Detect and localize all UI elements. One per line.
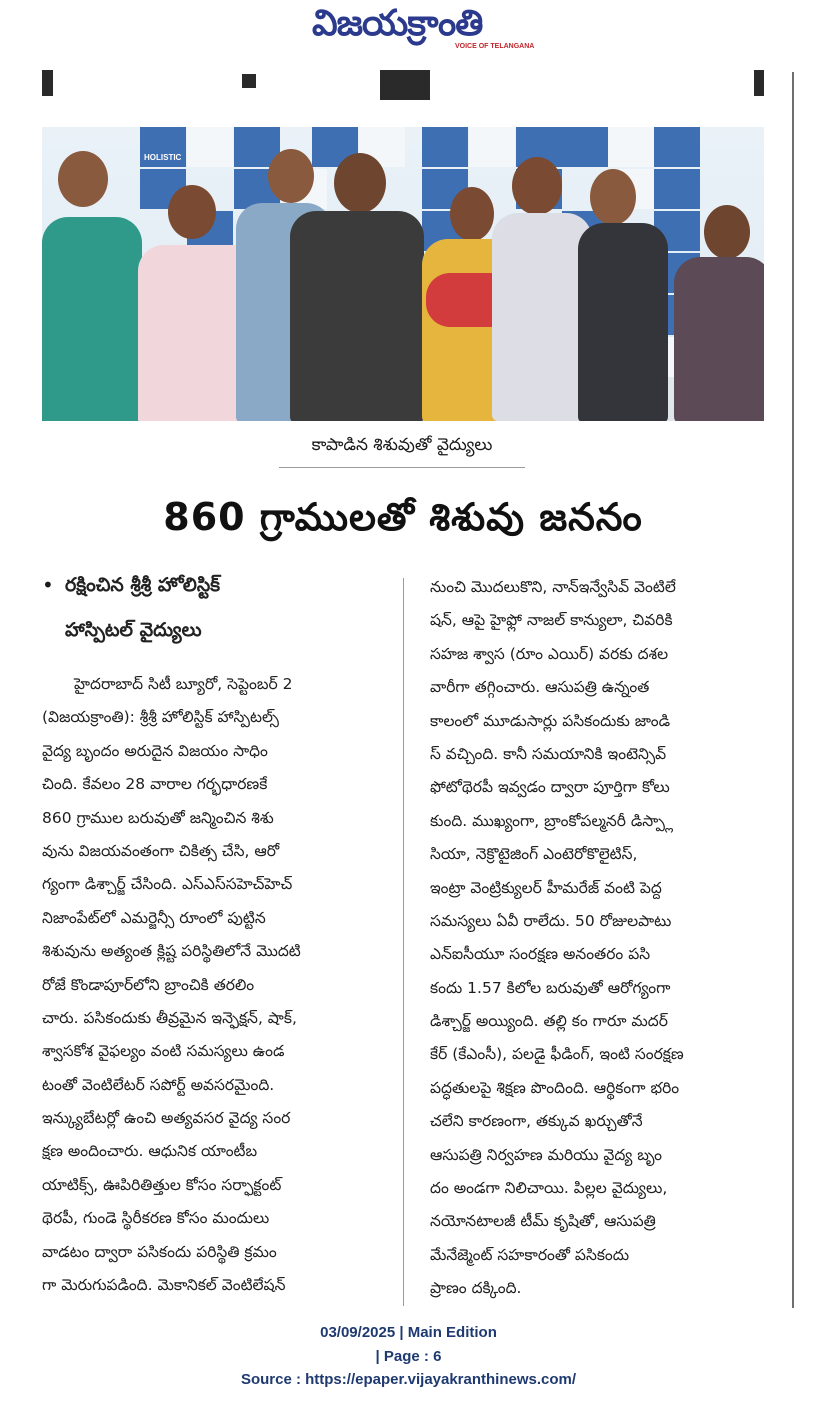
newspaper-logo: విజయక్రాంతి — [312, 2, 483, 44]
text-line: యాటిక్స్, ఊపిరితిత్తుల కోసం సర్ఫాక్టంట్ — [42, 1175, 282, 1194]
text-line: రోజే కొండాపూర్‌లోని బ్రాంచికి తరలిం — [42, 975, 255, 994]
text-line: శ్వాసకోశ వైఫల్యం వంటి సమస్యలు ఉండ — [42, 1042, 285, 1061]
text-line: ప్రాణం దక్కింది. — [430, 1279, 522, 1298]
subheadline-bullet-icon: • — [42, 573, 54, 597]
backdrop-logo-text: HOLISTIC — [144, 153, 182, 162]
footer-source-link[interactable]: Source : https://epaper.vijayakranthinews.com/ — [240, 1371, 577, 1388]
subheadline-line-1: రక్షించిన శ్రీశ్రీ హోలిస్టిక్ — [65, 574, 221, 596]
footer-date-edition: 03/09/2025 | Main Edition — [320, 1324, 497, 1341]
text-line: ఎన్ఐసీయూ సంరక్షణ అనంతరం పసి — [430, 945, 651, 964]
article-headline: 860 గ్రాములతో శిశువు జననం — [163, 495, 643, 539]
cropped-headline-strip — [42, 70, 764, 100]
text-line: గ్యంగా డిశ్చార్జ్ చేసింది. ఎస్ఎస్‌సహెచ్‌హెచ్ — [42, 875, 293, 894]
text-line: సమస్యలు ఏవీ రాలేదు. 50 రోజులపాటు — [430, 911, 672, 930]
text-line: కందు 1.57 కిలోల బరువుతో ఆరోగ్యంగా — [430, 978, 671, 997]
text-line: హైదరాబాద్ సిటీ బ్యూరో, సెప్టెంబర్ 2 — [74, 675, 293, 693]
text-line: టంతో వెంటిలేటర్ సపోర్ట్ అవసరమైంది. — [42, 1075, 275, 1094]
photo-caption: కాపాడిన శిశువుతో వైద్యులు — [311, 435, 493, 455]
text-line: (విజయక్రాంతి): శ్రీశ్రీ హోలిస్టిక్ హాస్పిటల్స్ — [42, 708, 279, 727]
photo-caption-box — [279, 427, 525, 468]
subheadline-line-2: హాస్పిటల్ వైద్యులు — [65, 619, 202, 641]
text-line: కేర్ (కేఎంసీ), పలడై ఫీడింగ్, ఇంటి సంరక్షణ — [430, 1045, 684, 1064]
text-line: సహజ శ్వాస (రూం ఎయిర్) వరకు దశల — [430, 644, 669, 663]
text-line: సియా, నెక్రొటైజింగ్ ఎంటెరోకొలైటిస్, — [430, 845, 638, 864]
text-line: వారీగా తగ్గించారు. ఆసుపత్రి ఉన్నంత — [430, 678, 650, 697]
article-right-column — [430, 571, 766, 1306]
text-line: డిశ్చార్జ్ అయ్యింది. తల్లి కం గారూ మదర్ — [430, 1012, 668, 1031]
text-line: మేనేజ్మెంట్ సహకారంతో పసికందు — [430, 1245, 630, 1264]
text-line: పద్ధతులపై శిక్షణ పొందింది. ఆర్థికంగా భరిం — [430, 1078, 680, 1097]
text-line: థెరపీ, గుండె స్థిరీకరణ కోసం మందులు — [42, 1209, 270, 1228]
text-line: వాడటం ద్వారా పసికందు పరిస్థితి క్రమం — [42, 1242, 277, 1261]
footer-page-number: | Page : 6 — [375, 1348, 442, 1365]
masthead — [300, 2, 540, 54]
text-line: వును విజయవంతంగా చికిత్స చేసి, ఆరో — [42, 841, 280, 860]
text-line: నుంచి మొదలుకొని, నాన్‌ఇన్వేసివ్ వెంటిలే — [430, 578, 676, 596]
text-line: షన్, ఆపై హైఫ్లో నాజల్ కాన్యులా, చివరికి — [430, 611, 673, 630]
text-line: ఇంట్రా వెంట్రిక్యులర్ హీమరేజ్ వంటి పెద్ద — [430, 878, 662, 897]
text-line: స్ వచ్చింది. కానీ సమయానికి ఇంటెన్సివ్ — [430, 744, 667, 763]
text-line: గా మెరుగుపడింది. మెకానికల్ వెంటిలేషన్ — [42, 1276, 286, 1295]
article-photo — [42, 127, 764, 421]
text-line: చింది. కేవలం 28 వారాల గర్భధారణకే — [42, 775, 268, 794]
text-line: కాలంలో మూడుసార్లు పసికందుకు జాండి — [430, 711, 671, 730]
text-line: ఫోటోథెరపీ ఇవ్వడం ద్వారా పూర్తిగా కోలు — [430, 778, 670, 797]
page-right-rule — [792, 72, 794, 1308]
text-line: వైద్య బృందం అరుదైన విజయం సాధిం — [42, 741, 268, 760]
text-line: క్షణ అందించారు. ఆధునిక యాంటీబ — [42, 1142, 258, 1161]
text-line: 860 గ్రాముల బరువుతో జన్మించిన శిశు — [42, 808, 274, 827]
text-line: ఇన్క్యుబేటర్లో ఉంచి అత్యవసర వైద్య సంర — [42, 1109, 291, 1128]
text-line: చలేని కారణంగా, తక్కువ ఖర్చుతోనే — [430, 1112, 643, 1131]
text-line: దం అండగా నిలిచాయి. పిల్లల వైద్యులు, — [430, 1179, 668, 1198]
text-line: చారు. పసికందుకు తీవ్రమైన ఇన్ఫెక్షన్, షాక్, — [42, 1008, 297, 1027]
text-line: కుంది. ముఖ్యంగా, బ్రాంకోపల్మనరీ డిస్ప్లా — [430, 811, 673, 830]
text-line: నయోనటాలజీ టీమ్ కృషితో, ఆసుపత్రి — [430, 1212, 656, 1231]
text-line: ఆసుపత్రి నిర్వహణ మరియు వైద్య బృం — [430, 1145, 663, 1164]
column-divider — [403, 578, 404, 1306]
article-left-column — [42, 668, 378, 1302]
text-line: శిశువును అత్యంత క్లిష్ట పరిస్థితిలోనే మొదటి — [42, 942, 301, 961]
text-line: నిజాంపేట్‌లో ఎమర్జెన్సీ రూంలో పుట్టిన — [42, 908, 266, 927]
newspaper-tagline: VOICE OF TELANGANA — [455, 43, 535, 50]
